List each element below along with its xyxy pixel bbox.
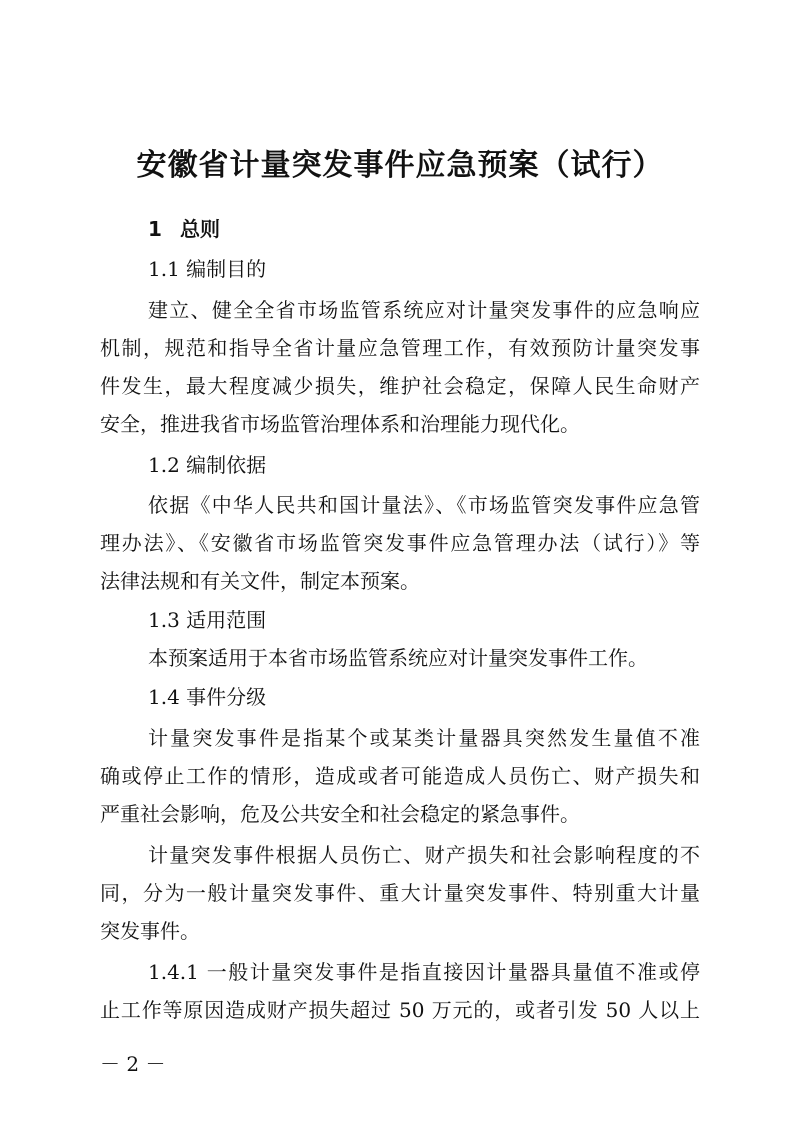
paragraph-line: 机制，规范和指导全省计量应急管理工作，有效预防计量突发事 <box>100 336 700 360</box>
paragraph-line: 计量突发事件根据人员伤亡、财产损失和社会影响程度的不 <box>148 843 700 867</box>
paragraph-line: 确或停止工作的情形，造成或者可能造成人员伤亡、财产损失和 <box>100 764 700 788</box>
section-heading-text: 总则 <box>180 217 220 241</box>
paragraph-line: 计量突发事件是指某个或某类计量器具突然发生量值不准 <box>148 726 700 750</box>
subsection-heading-1-4: 1.4 事件分级 <box>148 685 267 709</box>
paragraph-line: 本预案适用于本省市场监管系统应对计量突发事件工作。 <box>148 646 648 670</box>
document-title: 安徽省计量突发事件应急预案（试行） <box>136 148 664 183</box>
subsection-heading-1-2: 1.2 编制依据 <box>148 453 267 477</box>
paragraph-line: 突发事件。 <box>100 919 200 943</box>
paragraph-line: 建立、健全全省市场监管系统应对计量突发事件的应急响应 <box>148 298 700 322</box>
section-number: 1 <box>148 217 162 241</box>
paragraph-line: 同，分为一般计量突发事件、重大计量突发事件、特别重大计量 <box>100 881 700 905</box>
paragraph-line: 依据《中华人民共和国计量法》、《市场监管突发事件应急管 <box>148 493 700 517</box>
paragraph-line: 止工作等原因造成财产损失超过 50 万元的，或者引发 50 人以上 <box>100 998 700 1022</box>
paragraph-line: 1.4.1 一般计量突发事件是指直接因计量器具量值不准或停 <box>148 960 700 984</box>
paragraph-line: 安全，推进我省市场监管治理体系和治理能力现代化。 <box>100 412 580 436</box>
section-heading-1 <box>148 215 220 243</box>
subsection-heading-1-3: 1.3 适用范围 <box>148 608 267 632</box>
paragraph-line: 法律法规和有关文件，制定本预案。 <box>100 569 420 593</box>
subsection-heading-1-1: 1.1 编制目的 <box>148 257 267 281</box>
paragraph-line: 件发生，最大程度减少损失，维护社会稳定，保障人民生命财产 <box>100 374 700 398</box>
paragraph-line: 理办法》、《安徽省市场监管突发事件应急管理办法（试行）》等 <box>100 531 700 555</box>
page-number: － 2 － <box>100 1052 166 1076</box>
paragraph-line: 严重社会影响，危及公共安全和社会稳定的紧急事件。 <box>100 802 580 826</box>
